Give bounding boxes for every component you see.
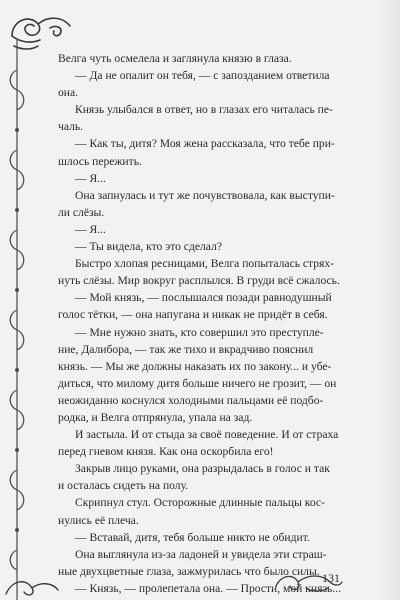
text-line: и осталась сидеть на полу.: [58, 479, 189, 493]
text-line: диться, что милому дитя больше ничего не грозит, — он: [58, 376, 337, 390]
text-line: Она выглянула из-за ладоней и увидела эти страш-: [75, 547, 327, 561]
text-line: шлось пережить.: [58, 154, 142, 168]
text-line: — Вставай, дитя, тебя больше никто не обидит.: [75, 530, 310, 544]
text-line: Князь улыбался в ответ, но в глазах его читалась пе-: [75, 103, 333, 117]
text-line: Скрипнул стул. Осторожные длинные пальцы кос-: [75, 496, 325, 510]
left-vine-border-ornament: [4, 40, 30, 600]
text-line: князь. — Мы же должны наказать их по закону... и убе-: [58, 359, 332, 373]
text-line: Она запнулась и тут же почувствовала, как выступи-: [75, 188, 335, 202]
text-line: — Да не опалит он тебя, — с запозданием ответила: [75, 69, 330, 83]
text-line: — Ты видела, кто это сделал?: [75, 240, 222, 254]
text-line: нуть слёзы. Мир вокруг расплылся. В груди всё сжалось.: [58, 274, 340, 288]
text-line: ные двухцветные глаза, зажмурилась что было силы.: [58, 564, 320, 578]
text-line: перед гневом князя. Как она оскорбила его!: [58, 445, 274, 459]
text-line: родка, и Велга отпрянула, упала на зад.: [58, 410, 253, 424]
text-line: Быстро хлопая ресницами, Велга попыталась стрях-: [75, 257, 335, 271]
text-line: — Я...: [75, 171, 106, 185]
chapter-text: [58, 50, 344, 597]
text-line: — Как ты, дитя? Моя жена рассказала, что тебе при-: [75, 137, 335, 151]
text-line: неожиданно коснулся холодными пальцами её подбо-: [58, 393, 324, 407]
page-number: 131: [322, 571, 340, 585]
text-line: ние, Далибора, — так же тихо и вкрадчиво пояснил: [58, 342, 314, 356]
text-line: — Я...: [75, 222, 106, 236]
text-line: Велга чуть осмелела и заглянула князю в глаза.: [58, 52, 292, 65]
text-line: нулись её плеча.: [58, 513, 139, 527]
bottom-left-flourish-ornament: [2, 564, 62, 598]
text-line: И застыла. И от стыда за своё поведение. И от страха: [75, 428, 339, 442]
page-gutter-shadow: [378, 0, 400, 600]
text-line: чаль.: [58, 120, 84, 134]
text-line: — Мой князь, — послышался позади равнодушный: [75, 291, 332, 305]
text-line: ли слёзы.: [58, 205, 105, 219]
text-line: она.: [58, 86, 79, 100]
text-line: — Мне нужно знать, кто совершил это преступле-: [75, 325, 324, 339]
text-line: Закрыв лицо руками, она разрыдалась в голос и так: [75, 462, 330, 476]
text-line: голос тётки, — она напугана и никак не придёт в себя.: [58, 308, 328, 322]
text-line: — Князь, — пролепетала она. — Прости, мой князь...: [75, 581, 342, 595]
